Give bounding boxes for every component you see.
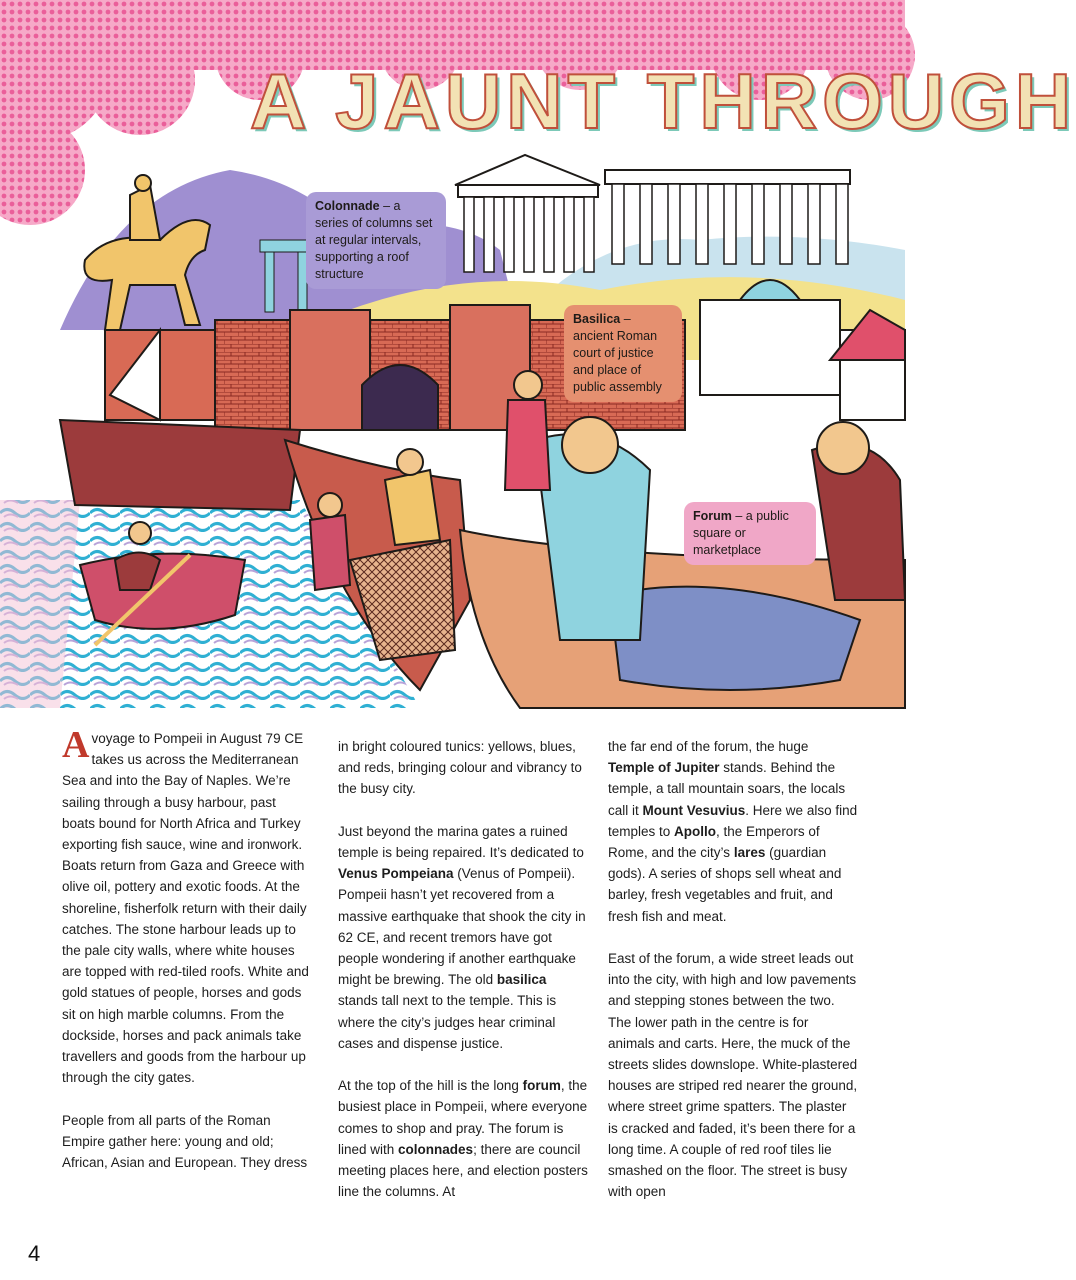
paragraph: East of the forum, a wide street leads out into the city, with high and low pavements and stepping stones between the two. The lower path in the centre is for animals and carts. Here, the muck of the streets slides downslope. White-plastered houses are striped red nearer the ground, where street grime spatters. The plaster is cracked and faded, it’s been there for a long time. A couple of red roof tiles lie smashed on the floor. The street is busy with open <box>608 951 858 1200</box>
keyword: colonnades <box>398 1141 474 1157</box>
callout-definition: – a series of columns set at regular intervals, supporting a roof structure <box>315 199 433 281</box>
page-number: 4 <box>28 1241 41 1266</box>
paragraph-text: . Here we also find temples to <box>608 802 858 839</box>
paragraph <box>608 736 858 927</box>
keyword: Mount Vesuvius <box>642 802 746 818</box>
callout-definition: – ancient Roman court of justice and place of public assembly <box>573 312 662 394</box>
page-title: A JAUNT THROUGH <box>250 57 1076 145</box>
keyword: Temple of Jupiter <box>608 760 720 776</box>
paragraph-text: , the Emperors of Rome, and the city’s <box>608 823 820 861</box>
keyword: lares <box>733 845 766 861</box>
paragraph-text: stands. Behind the temple, a tall mountain soars, the locals call it <box>608 760 846 818</box>
text-column-2 <box>338 736 588 1224</box>
paragraph-text: At the top of the hill is the long <box>338 1078 523 1094</box>
body-text <box>62 724 862 1208</box>
keyword: forum <box>522 1078 561 1094</box>
callout-term: Colonnade <box>315 199 380 213</box>
text-column-1 <box>62 724 312 1194</box>
keyword: Venus Pompeiana <box>338 866 454 882</box>
colonnade-callout <box>306 192 446 289</box>
paragraph-text: Just beyond the marina gates a ruined temple is being repaired. It’s dedicated to <box>338 823 584 860</box>
paragraph-text: (guardian gods). A series of shops sell wheat and barley, fresh vegetables and fruit, and fresh fish and meat. <box>608 845 842 924</box>
text-column-3 <box>608 736 858 1224</box>
keyword: Apollo <box>674 823 717 839</box>
callout-term: Basilica <box>573 312 621 326</box>
callout-definition: – a public square or marketplace <box>693 509 789 557</box>
paragraph-text: (Venus of Pompeii). Pompeii hasn’t yet recovered from a massive earthquake that shook the city in 62 CE, and recent tremors have got people wondering if another earthquake might be brewing. The old <box>338 866 586 988</box>
paragraph-text: stands tall next to the temple. This is where the city’s judges hear criminal cases and dispense justice. <box>338 993 557 1051</box>
paragraph: People from all parts of the Roman Empire gather here: young and old; African, Asian and European. They dress <box>62 1112 308 1171</box>
forum-callout <box>684 502 816 565</box>
paragraph: in bright coloured tunics: yellows, blues, and reds, bringing colour and vibrancy to the busy city. <box>338 739 582 797</box>
callout-term: Forum <box>693 509 732 523</box>
paragraph <box>338 821 588 1054</box>
paragraph-text: the far end of the forum, the huge <box>608 739 809 754</box>
keyword: basilica <box>496 972 547 988</box>
basilica-callout <box>564 305 682 402</box>
paragraph <box>338 1075 588 1202</box>
paragraph-text: ; there are council meeting places here, and election posters line the columns. At <box>338 1141 588 1200</box>
paragraph <box>62 724 312 1088</box>
drop-cap: A <box>62 724 90 766</box>
paragraph-text: , the busiest place in Pompeii, where everyone comes to shop and pray. The forum is lined with <box>338 1078 588 1157</box>
paragraph-text: voyage to Pompeii in August 79 CE takes us across the Mediterranean Sea and into the Bay of Naples. We’re sailing through a busy harbour, past boats bound for North Africa and Turkey exporting fish sauce, wine and ironwork. Boats return from Gaza and Greece with olive oil, pottery and exotic foods. At the shoreline, fisherfolk return with their daily catches. The stone harbour leads up to the pale city walls, where white houses are topped with red-tiled roofs. White and gold statues of people, horses and gods sit on high marble columns. From the dockside, horses and pack animals take travellers and goods from the harbour up through the city gates. <box>62 731 309 1086</box>
